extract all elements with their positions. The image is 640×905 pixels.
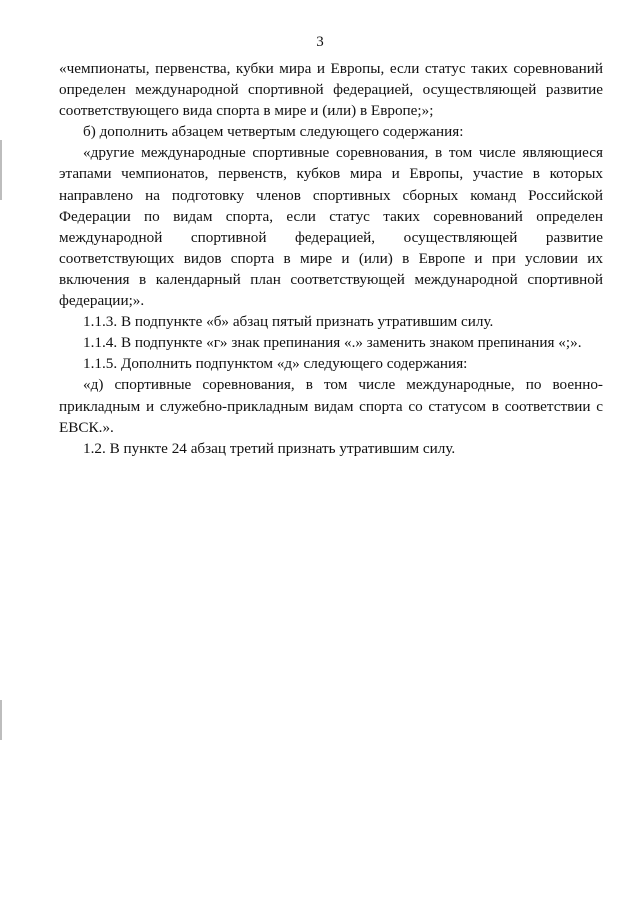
paragraph-1-2: 1.2. В пункте 24 абзац третий признать утратившим силу. [83, 439, 456, 457]
scan-edge-mark [0, 140, 2, 200]
paragraph-continuation: «чемпионаты, первенства, кубки мира и Европы, если статус таких соревнований определен международной спортивной федерацией, осуществляющей развитие соответствующего вида спорта в мире и (или) в Европе;»; [59, 60, 603, 120]
paragraph-1-1-5: 1.1.5. Дополнить подпунктом «д» следующего содержания: [83, 355, 468, 373]
page-number: 3 [316, 34, 324, 50]
paragraph-amendment-b: б) дополнить абзацем четвертым следующего содержания: [83, 123, 464, 141]
document-body [59, 58, 603, 459]
scan-edge-mark [0, 700, 2, 740]
paragraph-subpoint-d: «д) спортивные соревнования, в том числе международные, по военно-прикладным и служебно-прикладным видам спорта со статусом в соответствии с ЕВСК.». [59, 376, 603, 436]
paragraph-1-1-4: 1.1.4. В подпункте «г» знак препинания «.» заменить знаком препинания «;». [83, 334, 582, 352]
paragraph-quoted-text: «другие международные спортивные соревнования, в том числе являющиеся этапами чемпионатов, первенств, кубков мира и Европы, участие в которых направлено на подготовку членов спортивных сборных команд Российской Федерации по видам спорта, если статус таких соревнований определен международной спортивной федерацией, осуществляющей развитие соответствующих видов спорта в мире и (или) в Европе и при условии их включения в календарный план соответствующей международной спортивной федерации;». [59, 144, 603, 310]
paragraph-1-1-3: 1.1.3. В подпункте «б» абзац пятый признать утратившим силу. [83, 313, 494, 331]
